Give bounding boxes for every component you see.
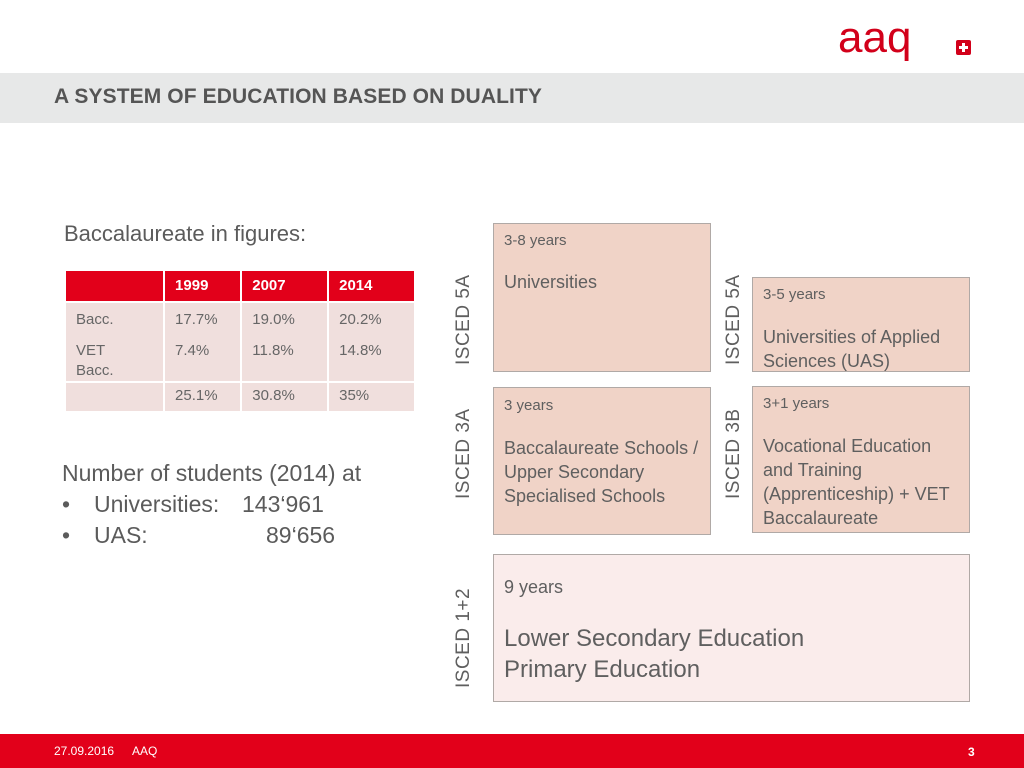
aaq-logo (838, 22, 974, 66)
baccalaureate-schools-box (493, 387, 711, 535)
students-label: UAS: (94, 522, 148, 548)
logo-wordmark: aaq (838, 22, 912, 62)
title-band (0, 73, 1024, 123)
compulsory-duration: 9 years (504, 577, 564, 597)
table-cell: Bacc. (66, 301, 165, 341)
figures-heading: Baccalaureate in figures: (64, 221, 307, 246)
table-cell-text: VET Bacc. (76, 342, 114, 379)
table-header-cell: 1999 (165, 271, 242, 301)
footer-bar (0, 734, 1024, 768)
vet-name: Vocational Education and Training (Apprenticeship) + VET Baccalaureate (763, 436, 950, 528)
students-value: 143‘961 (242, 491, 324, 517)
table-cell (66, 341, 165, 381)
table-cell: 19.0% (242, 301, 329, 341)
universities-duration: 3-8 years (504, 232, 567, 249)
table-cell: 17.7% (165, 301, 242, 341)
table-cell: 7.4% (165, 341, 242, 381)
students-block (62, 458, 361, 551)
table-row (66, 301, 414, 341)
table-cell: 14.8% (329, 341, 414, 381)
students-label: Universities: (94, 491, 220, 517)
uas-name: Universities of Applied Sciences (UAS) (763, 327, 941, 371)
uas-duration: 3-5 years (763, 286, 826, 303)
page-title: A SYSTEM OF EDUCATION BASED ON DUALITY (54, 85, 542, 108)
baccalaureate-schools-name: Baccalaureate Schools / Upper Secondary Specialised Schools (504, 438, 699, 506)
compulsory-name (504, 623, 804, 685)
list-item (62, 489, 361, 520)
primary-label: Primary Education (504, 656, 701, 683)
isced-5a-right-label: ISCED 5A (723, 274, 744, 365)
table-header-cell: 2007 (242, 271, 329, 301)
vet-box (752, 386, 970, 533)
table-header-cell: 2014 (329, 271, 414, 301)
vet-duration: 3+1 years (763, 395, 830, 412)
students-value: 89‘656 (266, 522, 336, 548)
students-heading: Number of students (2014) at (62, 460, 362, 486)
lower-secondary-label: Lower Secondary Education (504, 625, 805, 652)
isced-3b-label: ISCED 3B (723, 408, 744, 499)
baccalaureate-schools-duration: 3 years (504, 397, 554, 414)
table-cell: 11.8% (242, 341, 329, 381)
table-header-cell (66, 271, 165, 301)
compulsory-school-box (493, 554, 970, 702)
universities-box (493, 223, 711, 372)
isced-5a-left-label: ISCED 5A (453, 274, 474, 365)
baccalaureate-table (66, 271, 414, 411)
uas-box (752, 277, 970, 372)
page-number: 3 (968, 745, 975, 759)
bullet-icon: • (62, 491, 71, 517)
table-cell: 20.2% (329, 301, 414, 341)
footer-date: 27.09.2016 (54, 744, 115, 758)
table-cell: 35% (329, 381, 414, 411)
isced-3a-label: ISCED 3A (453, 408, 474, 499)
table-row (66, 341, 414, 381)
list-item (62, 520, 361, 551)
isced-1-2-label: ISCED 1+2 (453, 587, 474, 688)
bullet-icon: • (62, 522, 71, 548)
universities-name: Universities (504, 272, 598, 292)
table-row-total (66, 381, 414, 411)
footer-org: AAQ (132, 744, 158, 758)
table-header-row (66, 271, 414, 301)
table-cell (66, 381, 165, 411)
table-cell: 30.8% (242, 381, 329, 411)
table-cell: 25.1% (165, 381, 242, 411)
